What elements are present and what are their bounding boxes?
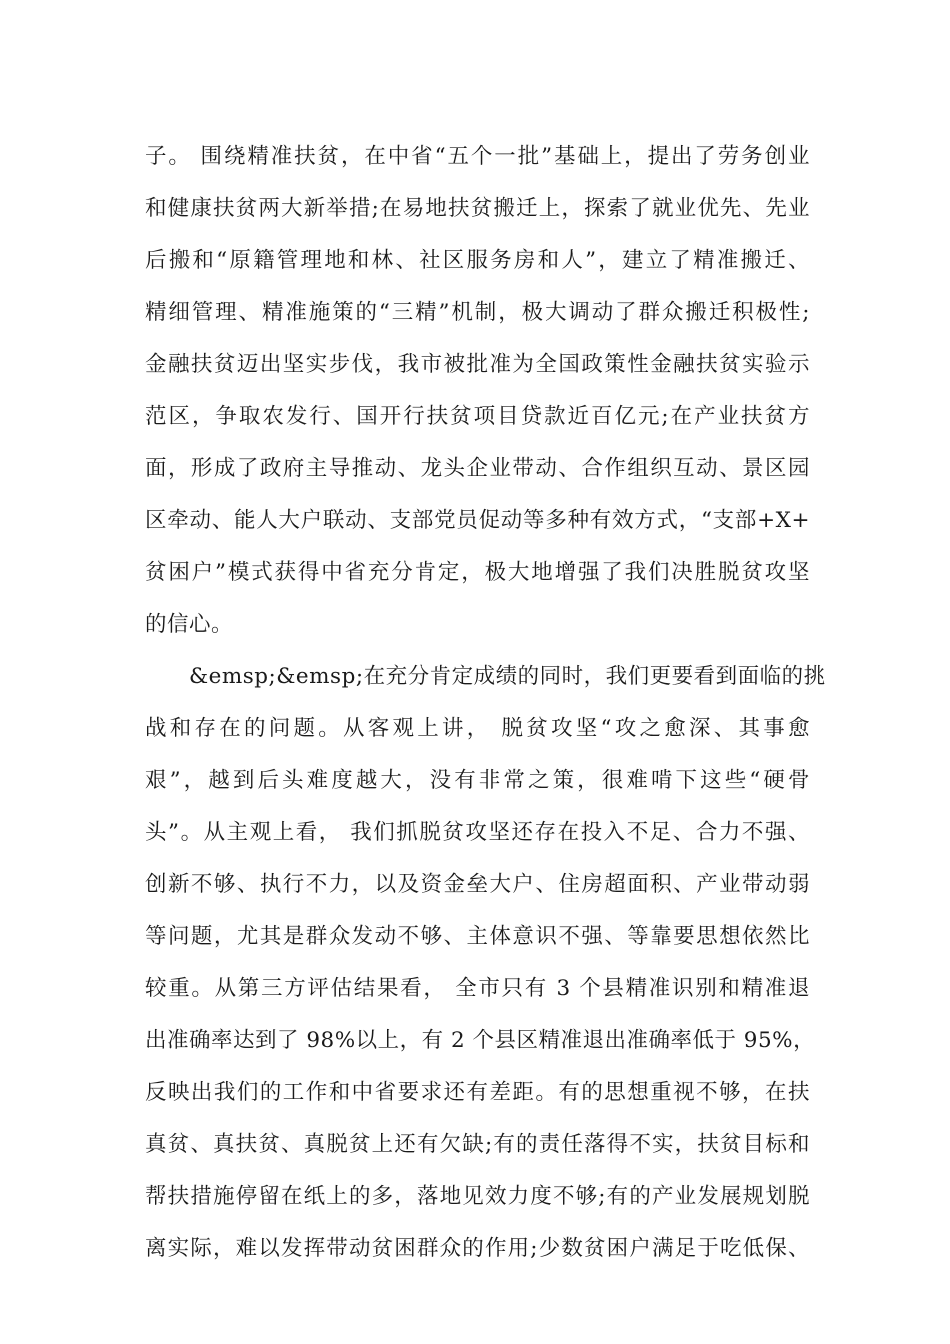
text-line: 帮扶措施停留在纸上的多，落地见效力度不够;有的产业发展规划脱 xyxy=(145,1184,810,1209)
text-line: 战和存在的问题。从客观上讲， 脱贫攻坚“攻之愈深、其事愈 xyxy=(145,716,810,741)
text-line: 贫困户”模式获得中省充分肯定，极大地增强了我们决胜脱贫攻坚 xyxy=(145,560,810,585)
text-line: 出准确率达到了 98%以上，有 2 个县区精准退出准确率低于 95%， xyxy=(145,1028,816,1053)
paragraph-1 xyxy=(145,131,810,651)
text-line: 反映出我们的工作和中省要求还有差距。有的思想重视不够，在扶 xyxy=(145,1080,810,1105)
text-line: 和健康扶贫两大新举措;在易地扶贫搬迁上，探索了就业优先、先业 xyxy=(145,196,810,221)
text-line: 真贫、真扶贫、真脱贫上还有欠缺;有的责任落得不实，扶贫目标和 xyxy=(145,1132,810,1157)
text-line: 头”。从主观上看， 我们抓脱贫攻坚还存在投入不足、合力不强、 xyxy=(145,820,810,845)
document-body xyxy=(145,131,826,1275)
text-line: 等问题，尤其是群众发动不够、主体意识不强、等靠要思想依然比 xyxy=(145,924,810,949)
text-line: 较重。从第三方评估结果看， 全市只有 3 个县精准识别和精准退 xyxy=(145,976,810,1001)
text-line: 艰”，越到后头难度越大，没有非常之策，很难啃下这些“硬骨 xyxy=(145,768,810,793)
text-line: 后搬和“原籍管理地和林、社区服务房和人”，建立了精准搬迁、 xyxy=(145,248,810,273)
text-line: 金融扶贫迈出坚实步伐，我市被批准为全国政策性金融扶贫实验示 xyxy=(145,352,810,377)
text-line: 离实际，难以发挥带动贫困群众的作用;少数贫困户满足于吃低保、 xyxy=(145,1236,810,1261)
text-line: 精细管理、精准施策的“三精”机制，极大调动了群众搬迁积极性; xyxy=(145,300,810,325)
text-line: 子。 围绕精准扶贫，在中省“五个一批”基础上，提出了劳务创业 xyxy=(145,144,810,169)
text-line: 区牵动、能人大户联动、支部党员促动等多种有效方式，“支部+X+ xyxy=(145,508,810,533)
text-line: 创新不够、执行不力，以及资金垒大户、住房超面积、产业带动弱 xyxy=(145,872,810,897)
text-line: 范区，争取农发行、国开行扶贫项目贷款近百亿元;在产业扶贫方 xyxy=(145,404,810,429)
text-line: 面，形成了政府主导推动、龙头企业带动、合作组织互动、景区园 xyxy=(145,456,810,481)
text-line: &emsp;&emsp;在充分肯定成绩的同时，我们更要看到面临的挑 xyxy=(189,664,826,689)
text-line: 的信心。 xyxy=(145,612,234,637)
paragraph-2 xyxy=(145,651,826,1275)
